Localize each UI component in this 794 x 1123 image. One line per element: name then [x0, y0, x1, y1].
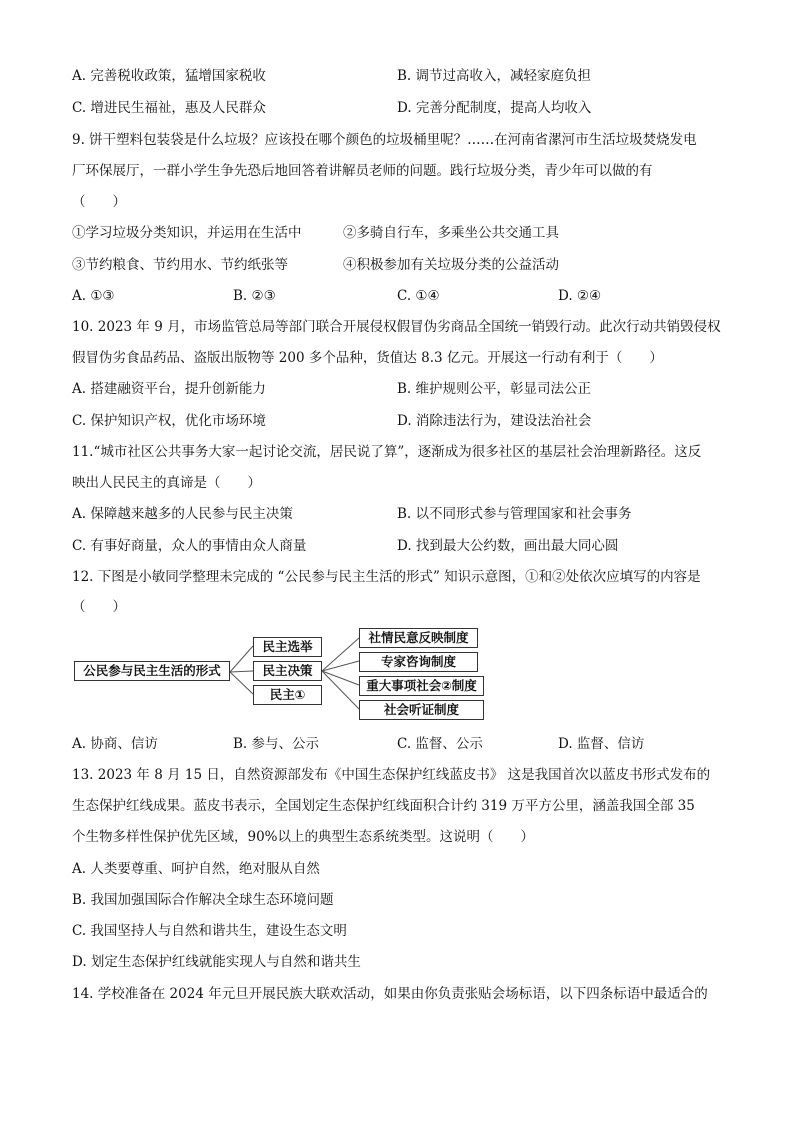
q11-option-d: D. 找到最大公约数，画出最大同心圆 — [397, 538, 619, 554]
q9-option-b: B. ②③ — [233, 288, 276, 304]
q8-option-d: D. 完善分配制度，提高人均收入 — [397, 100, 592, 116]
q13-option-a: A. 人类要尊重、呵护自然，绝对服从自然 — [72, 861, 320, 877]
diagram-leaf-hearing: 社会听证制度 — [359, 700, 484, 720]
q10-option-a: A. 搭建融资平台，提升创新能力 — [72, 381, 266, 397]
q12-stem-line1: 12. 下图是小敏同学整理未完成的 “公民参与民主生活的形式” 知识示意图，①和②处依次应填写的内容是 — [72, 569, 701, 585]
q9-answer-paren: （ ） — [72, 194, 126, 210]
diagram-node-election: 民主选举 — [253, 637, 322, 657]
q9-option-a: A. ①③ — [72, 288, 115, 304]
q12-option-c: C. 监督、公示 — [397, 736, 483, 752]
diagram-leaf-expert-consult: 专家咨询制度 — [359, 652, 478, 672]
q11-stem-line1: 11.“城市社区公共事务大家一起讨论交流，居民说了算”，逐渐成为很多社区的基层社会治理新路径。这反 — [72, 444, 702, 460]
q13-option-d: D. 划定生态保护红线就能实现人与自然和谐共生 — [72, 954, 361, 970]
q9-stem-line2: 厂环保展厅，一群小学生争先恐后地回答着讲解员老师的问题。践行垃圾分类，青少年可以做的有 — [72, 163, 653, 179]
q8-option-a: A. 完善税收政策，猛增国家税收 — [72, 68, 266, 84]
q8-option-b: B. 调节过高收入，减轻家庭负担 — [397, 68, 592, 84]
q8-option-c: C. 增进民生福祉，惠及人民群众 — [72, 100, 266, 116]
q13-stem-line1: 13. 2023 年 8 月 15 日，自然资源部发布《中国生态保护红线蓝皮书》 这是我国首次以蓝皮书形式发布的 — [72, 767, 711, 783]
q9-item-4: ④积极参加有关垃圾分类的公益活动 — [343, 257, 559, 273]
q9-item-2: ②多骑自行车，多乘坐公共交通工具 — [343, 225, 559, 241]
q12-option-b: B. 参与、公示 — [233, 736, 320, 752]
q9-option-c: C. ①④ — [397, 288, 440, 304]
q11-option-c: C. 有事好商量，众人的事情由众人商量 — [72, 538, 307, 554]
diagram-node-decision: 民主决策 — [253, 661, 322, 681]
q9-stem-line1: 9. 饼干塑料包装袋是什么垃圾？应该投在哪个颜色的垃圾桶里呢？……在河南省漯河市生活垃圾焚烧发电 — [72, 132, 697, 148]
diagram-leaf-public-opinion: 社情民意反映制度 — [359, 628, 478, 648]
q10-stem-line1: 10. 2023 年 9 月，市场监管总局等部门联合开展侵权假冒伪劣商品全国统一销毁行动。此次行动共销毁侵权 — [72, 319, 721, 335]
q10-option-c: C. 保护知识产权，优化市场环境 — [72, 413, 266, 429]
q11-option-b: B. 以不同形式参与管理国家和社会事务 — [397, 506, 632, 522]
q12-answer-paren: （ ） — [72, 599, 126, 615]
q11-option-a: A. 保障越来越多的人民参与民主决策 — [72, 506, 293, 522]
q12-option-d: D. 监督、信访 — [558, 736, 645, 752]
q9-option-d: D. ②④ — [558, 288, 602, 304]
q13-option-b: B. 我国加强国际合作解决全球生态环境问题 — [72, 892, 334, 908]
q13-stem-line3: 个生物多样性保护优先区域，90%以上的典型生态系统类型。这说明（ ） — [72, 829, 535, 845]
q12-option-a: A. 协商、信访 — [72, 736, 158, 752]
q9-item-1: ①学习垃圾分类知识，并运用在生活中 — [72, 225, 302, 241]
q13-stem-line2: 生态保护红线成果。蓝皮书表示，全国划定生态保护红线面积合计约 319 万平方公里，涵盖我国全部 35 — [72, 798, 695, 814]
q10-option-d: D. 消除违法行为，建设法治社会 — [397, 413, 592, 429]
diagram-leaf-blank2: 重大事项社会②制度 — [359, 676, 484, 696]
q13-option-c: C. 我国坚持人与自然和谐共生，建设生态文明 — [72, 923, 347, 939]
q10-option-b: B. 维护规则公平，彰显司法公正 — [397, 381, 592, 397]
diagram-root-node: 公民参与民主生活的形式 — [74, 661, 230, 681]
q10-stem-line2: 假冒伪劣食品药品、盗版出版物等 200 多个品种，货值达 8.3 亿元。开展这一行动有利于（ ） — [72, 350, 663, 366]
diagram-node-blank1: 民主① — [253, 685, 322, 705]
q14-stem-line1: 14. 学校准备在 2024 年元旦开展民族大联欢活动，如果由你负责张贴会场标语，以下四条标语中最适合的 — [72, 986, 708, 1002]
q9-item-3: ③节约粮食、节约用水、节约纸张等 — [72, 257, 288, 273]
q11-stem-line2: 映出人民民主的真谛是（ ） — [72, 475, 261, 491]
